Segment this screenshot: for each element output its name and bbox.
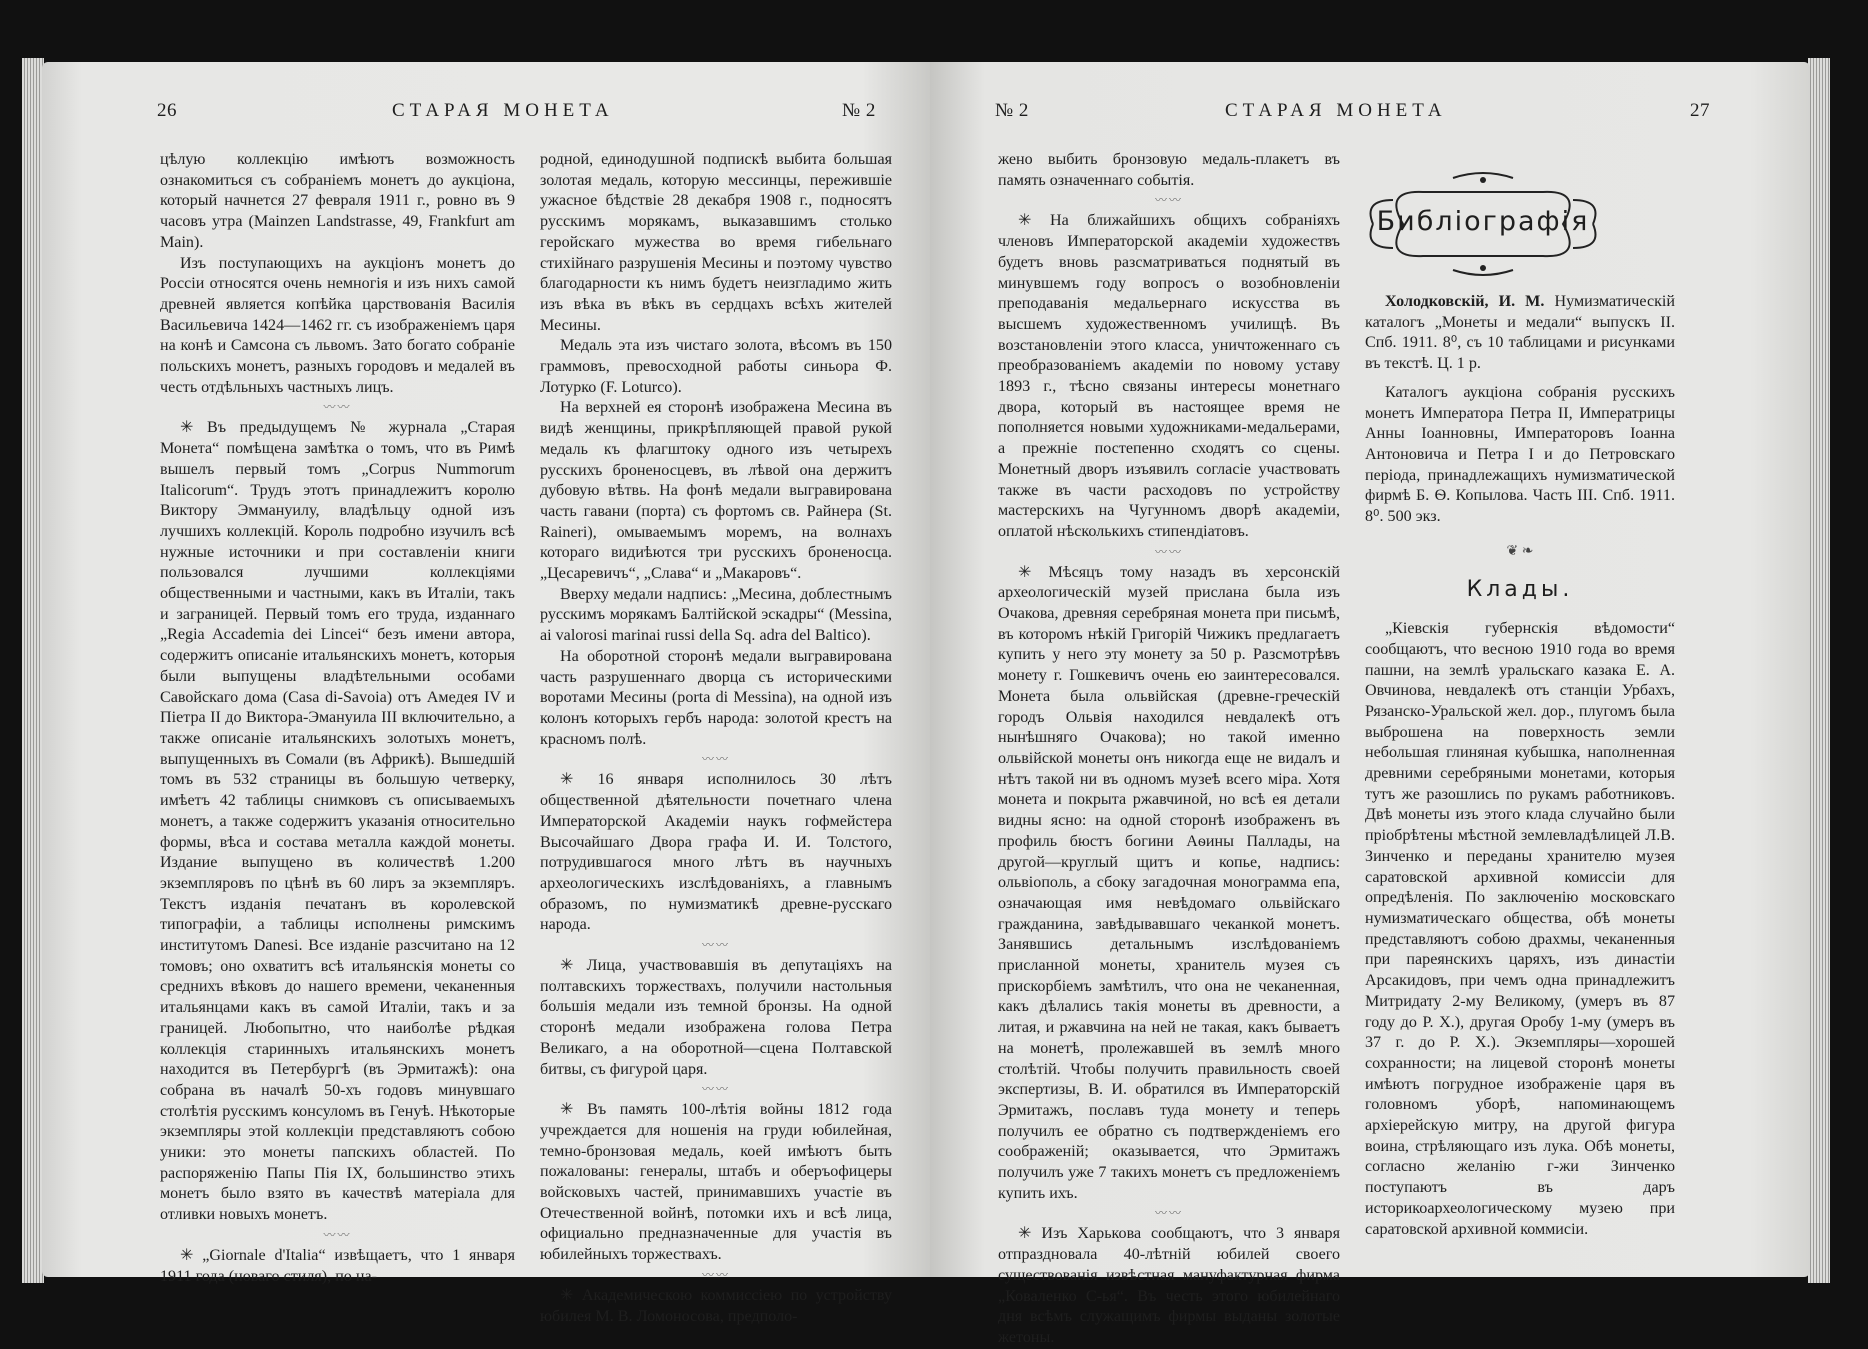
running-title: СТАРАЯ МОНЕТА	[1225, 100, 1447, 121]
treasures-heading: Клады.	[1466, 577, 1574, 603]
right-page	[930, 62, 1810, 1346]
page-edges-right	[1808, 58, 1830, 1283]
article-paragraph: ✳ На ближайшихъ общихъ собраніяхъ членовъ Императорской академіи художествъ будетъ вновь разсматриваться поднятый въ минувшемъ году вопросъ о возобновленіи преподаванія медальернаго искусства въ высшемъ художественномъ училищѣ. Въ возстановленіи этого класса, уничтоженнаго съ преобразованіемъ академіи по новому уставу 1893 г., тѣсно связаны интересы монетнагo двора, который въ настоящее время не пополняется новыми художниками-медальерами, а прежніе постепенно сходятъ со сцены. Монетный дворъ изъявилъ согласіе участвовать также въ части расходовъ по устройству мастерскихъ на Чугунномъ дворѣ академіи, оплатой нѣсколькихъ стипендіатовъ.	[998, 212, 1340, 540]
article-paragraph: Вверху медали надпись: „Месина, доблестнымъ русскимъ морякамъ Балтійской эскадры“ (Messina, ai valorosi marinai russi della Sq. adra del Baltico).	[540, 585, 892, 645]
page-edges-left	[22, 58, 44, 1283]
treasures-text: „Кіевскія губернскія вѣдомости“ сообщаютъ, что весною 1910 года во время пашни, на землѣ уральскаго казака Е. А. Овчинова, невдалекѣ отъ станціи Урбахъ, Рязанско-Уральской жел. дор., плугомъ была выброшена на поверхность земли небольшая глиняная кубышка, наполненная древними серебряными монетами, которыя тутъ же разошлись по рукамъ работниковъ. Двѣ монеты изъ этого клада случайно были пріобрѣтены мѣстной землевладѣлицей Л.В. Зинченко и переданы хранителю музея саратовской архивной комиссіи для опредѣленія. По заключенію московскаго нумизматическаго общества, обѣ монеты представляютъ собою драхмы, чеканенныя при пареянскихъ царяхъ, изъ династіи Арсакидовъ, при чемъ одна принадлежитъ Митридату 2-му Великому, (умеръ въ 87 году до Р. Х.), другая Оробу 1-му (умеръ въ 37 г. до Р. Х.). Экземпляры—хорошей сохранности; на лицевой сторонѣ монеты имѣютъ погрудное изображеніе царя въ головномъ уборѣ, напоминающемъ архіерейскую митру, на другой фигура воина, стрѣляющаго изъ лука. Обѣ монеты, согласно желанію г-жи Зинченко поступаютъ въ даръ историкоархеологическому музею при саратовской архивной коммисіи.	[1365, 620, 1675, 1238]
article-paragraph: ✳ 16 января исполнилось 30 лѣтъ общественной дѣятельности почетнаго члена Императорской Академіи наукъ гофмейстера Высочайшаго Двора графа И. И. Толстого, потрудившагося много лѣтъ въ научныхъ археологическихъ изслѣдованіяхъ, а главнымъ образомъ, по нумизматикѣ древне-русскаго народа.	[540, 771, 892, 934]
bibliography-heading	[1363, 170, 1603, 278]
bibliography-entry-2: Каталогъ аукціона собранія русскихъ монетъ Императора Петра II, Императрицы Анны Іоанновны, Императоровъ Іоанна Антоновича и Петра I и до Петровскаго періода, принадлежащихъ нумизматической фирмѣ Б. Ѳ. Копылова. Часть III. Спб. 1911. 8⁰. 500 экз.	[1365, 383, 1675, 526]
article-paragraph: цѣлую коллекцію имѣютъ возможность ознакомиться съ собраніемъ монетъ до аукціона, который начнется 27 февраля 1911 г., ровно въ 9 часовъ утра (Mainzen Landstrasse, 49, Frankfurt am Main).	[160, 151, 515, 251]
separator-ornament: 〰〰	[1154, 544, 1183, 559]
article-paragraph: ✳ Въ память 100-лѣтія войны 1812 года учреждается для ношенія на груди юбилейная, темно-бронзовая медаль, коей имѣютъ быть пожалованы: генералы, штабъ и оберъофицеры войсковыхъ частей, принимавшихъ участіе въ Отечественной войнѣ, потомки ихъ и всѣ лица, официально предназначенные для участія въ юбилейныхъ торжествахъ.	[540, 1101, 892, 1264]
article-paragraph: жено выбить бронзовую медаль-плакетъ въ память означеннаго событія.	[998, 151, 1340, 189]
article-paragraph: родной, единодушной подпискѣ выбита большая золотая медаль, которую мессинцы, пережившіе ужасное бѣдствіе 28 декабря 1908 г., подносятъ русскимъ морякамъ, выказавшимъ столько геройскаго мужества во время гибельнаго стихійнаго разрушенія Месины и поэтому чувство благодарности къ нимъ будетъ неизгладимо жить изъ вѣка въ вѣкъ въ сердцахъ всѣхъ жителей Месины.	[540, 151, 892, 334]
separator-ornament: 〰〰	[701, 938, 730, 953]
right-column-2	[1365, 292, 1675, 1240]
left-column-2	[540, 150, 892, 1327]
running-title: СТАРАЯ МОНЕТА	[392, 100, 614, 121]
left-column-1	[160, 150, 515, 1287]
article-paragraph: ✳ Академическою коммиссіею по устройству юбилея М. В. Ломоносова, предполо-	[540, 1286, 892, 1325]
separator-ornament: 〰〰	[323, 400, 352, 415]
issue-number: № 2	[995, 100, 1029, 121]
separator-ornament: 〰〰	[701, 1267, 730, 1282]
separator-ornament: 〰〰	[701, 752, 730, 767]
separator-ornament: 〰〰	[323, 1227, 352, 1242]
article-paragraph: Медаль эта изъ чистаго золота, вѣсомъ въ 150 граммовъ, превосходной работы синьора Ф. Лотурко (F. Loturco).	[540, 337, 892, 396]
separator-ornament: 〰〰	[701, 1082, 730, 1097]
article-paragraph: На верхней ея сторонѣ изображена Месина въ видѣ женщины, прикрѣпляющей правой рукой медаль къ флагштоку одного изъ четырехъ русскихъ броненосцевъ, въ лѣвой она держитъ дубовую вѣтвь. На фонѣ медали выгравирована часть гавани (порта) съ фортомъ св. Райнера (St. Raineri), омываемымъ моремъ, на волнахъ котораго видиѣются три русскихъ броненосца. „Цесаревичъ“, „Слава“ и „Макаровъ“.	[540, 399, 892, 583]
separator-ornament: 〰〰	[1154, 193, 1183, 208]
article-paragraph: На оборотной сторонѣ медали выгравирована часть разрушеннаго дворца съ историческими воротами Месины (porta di Messina), на одной изъ колонъ которыхъ гербъ народа: золотой крестъ на красномъ полѣ.	[540, 647, 892, 748]
article-paragraph: ✳ Лица, участвовавшія въ депутаціяхъ на полтавскихъ торжествахъ, получили настольныя большія медали изъ темной бронзы. На одной сторонѣ медали изображена голова Петра Великаго, а на оборотной—сцена Полтавской битвы, съ фигурой царя.	[540, 957, 892, 1078]
page-number: 26	[157, 100, 177, 121]
article-paragraph: ✳ Изъ Харькова сообщаютъ, что 3 января отпраздновала 40-лѣтній юбилей своего существованія извѣстная мануфактурная фирма „Коваленко С-ья“. Въ честь этого юбилейнаго дня всѣмъ служащимъ фирмы выданы золотые жетоны.	[998, 1225, 1340, 1346]
article-paragraph: ✳ „Giornale d'Italia“ извѣщаетъ, что 1 января 1911 года (новаго стиля), по на-	[160, 1246, 515, 1285]
leaf-ornament-icon: ❦ ❧	[1506, 543, 1534, 559]
separator-ornament: 〰〰	[1154, 1206, 1183, 1221]
page-number: 27	[1690, 100, 1710, 121]
right-column-1	[998, 150, 1340, 1349]
bibliography-entry-1: Холодковскій, И. М. Нумизматическій каталогъ „Монеты и медали“ выпускъ II. Спб. 1911. 8⁰, съ 10 таблицами и рисунками въ текстѣ. Ц. 1 р.	[1365, 293, 1675, 373]
article-paragraph: ✳ Мѣсяцъ тому назадъ въ херсонскій археологическій музей прислана была изъ Очакова, древняя серебряная монета при письмѣ, въ которомъ нѣкій Григорій Чижикъ предлагаетъ купить у него эту монету за 50 р. Разсмотрѣвъ монету г. Гошкевичъ очень ею заинтересовался. Монета была ольвійская (древне-греческій городъ Ольвія находился невдалекѣ отъ нынѣшняго Очакова); но такой именно ольвійской монеты онъ никогда еще не видалъ и нѣтъ такой ни въ одномъ музеѣ всего міра. Хотя монета и покрыта ржавчиной, но всѣ ея детали видны ясно: на одной сторонѣ изображенъ въ профиль бюстъ богини Аѳины Паллады, на другой—круглый щитъ и копье, надпись: ольвіополь, а сбоку загадочная монограмма епа, означающая имя невѣдомаго ольвійскаго гражданина, завѣдывавшаго чеканкой монетъ. Занявшись детальнымъ изслѣдованіемъ присланной монеты, хранитель музея съ прискорбіемъ замѣтилъ, что она не чеканенная, какъ дѣлались такія монеты въ древности, а литая, и ржавчина на ней не такая, какъ бываетъ на монетѣ, пролежавшей въ землѣ много столѣтій. Чтобы получить правильность своей экспертизы, В. И. обратился въ Императорскій Эрмитажъ, пославъ туда монету и теперь получилъ ее обратно съ подтвержденіемъ его соображеній; оказывается, что Эрмитажъ получилъ уже 7 такихъ монетъ съ предложеніемъ купить ихъ.	[998, 563, 1340, 1202]
left-page	[42, 62, 930, 1325]
issue-number: № 2	[842, 100, 876, 121]
article-paragraph: Изъ поступающихъ на аукціонъ монетъ до Россіи относятся очень немногія и изъ нихъ самой древней является копѣйка царствованія Василія Васильевича 1424—1462 гг. съ изображеніемъ царя на конѣ и Самсона съ львомъ. Зато богато собраніе польскихъ монетъ, разныхъ городовъ и медалей въ честь отдѣльныхъ частныхъ лицъ.	[160, 254, 515, 396]
bibliography-title: Библіографія	[1376, 206, 1590, 237]
article-paragraph: ✳ Въ предыдущемъ № журнала „Старая Монета“ помѣщена замѣтка о томъ, что въ Римѣ вышелъ первый томъ „Corpus Nummorum Italicorum“. Трудъ этотъ принадлежитъ королю Виктору Эммануилу, владѣльцу одной изъ лучшихъ коллекцій. Король подробно изучилъ всѣ нужные источники и при составленіи книги пользовался лучшими коллекціями общественными и частными, какъ въ Италіи, такъ и заграницей. Первый томъ его труда, изданнаго „Regia Accademia dei Lincei“ безъ имени автора, содержитъ описаніе итальянскихъ монетъ, которыя были выпущены владѣтельными особами Савойскаго дома (Casa di-Savoia) отъ Амедея IV и Пiетра II до Виктора-Эмануила III включительно, а также описаніе итальянскихъ золотыхъ монетъ, выпущенныхъ въ Сомали (въ Африкѣ). Вышедшій томъ въ 532 страницы въ большую четверку, имѣетъ 42 таблицы снимковъ съ описываемыхъ монетъ, а также содержитъ указанія относительно формы, вѣса и состава металла каждой монеты. Издание выпущено въ количествѣ 1.200 экземпляровъ по цѣнѣ въ 60 лиръ за экземпляръ. Текстъ изданія печатанъ въ королевской типографіи, а таблицы исполнены римскимъ институтомъ Danesi. Все изданіе разсчитано на 12 томовъ; оно охватитъ всѣ итальянскія монеты со среднихъ вѣковъ до нашего времени, чеканенныя итальянцами какъ въ самой Италіи, такъ и за границей. Любопытно, что наиболѣе рѣдкая коллекція старинныхъ итальянскихъ монетъ находится въ Петербургѣ (въ Эрмитажѣ): она собрана въ началѣ 50-хъ годовъ минувшаго столѣтія русскимъ консуломъ въ Генуѣ. Нѣкоторые экземпляры этой коллекціи представляютъ собою уники: это монеты папскихъ областей. По распоряженію Папы Пія IX, большинство этихъ монетъ было взято въ качествѣ матеріала для отливки новыхъ монетъ.	[160, 419, 515, 1224]
